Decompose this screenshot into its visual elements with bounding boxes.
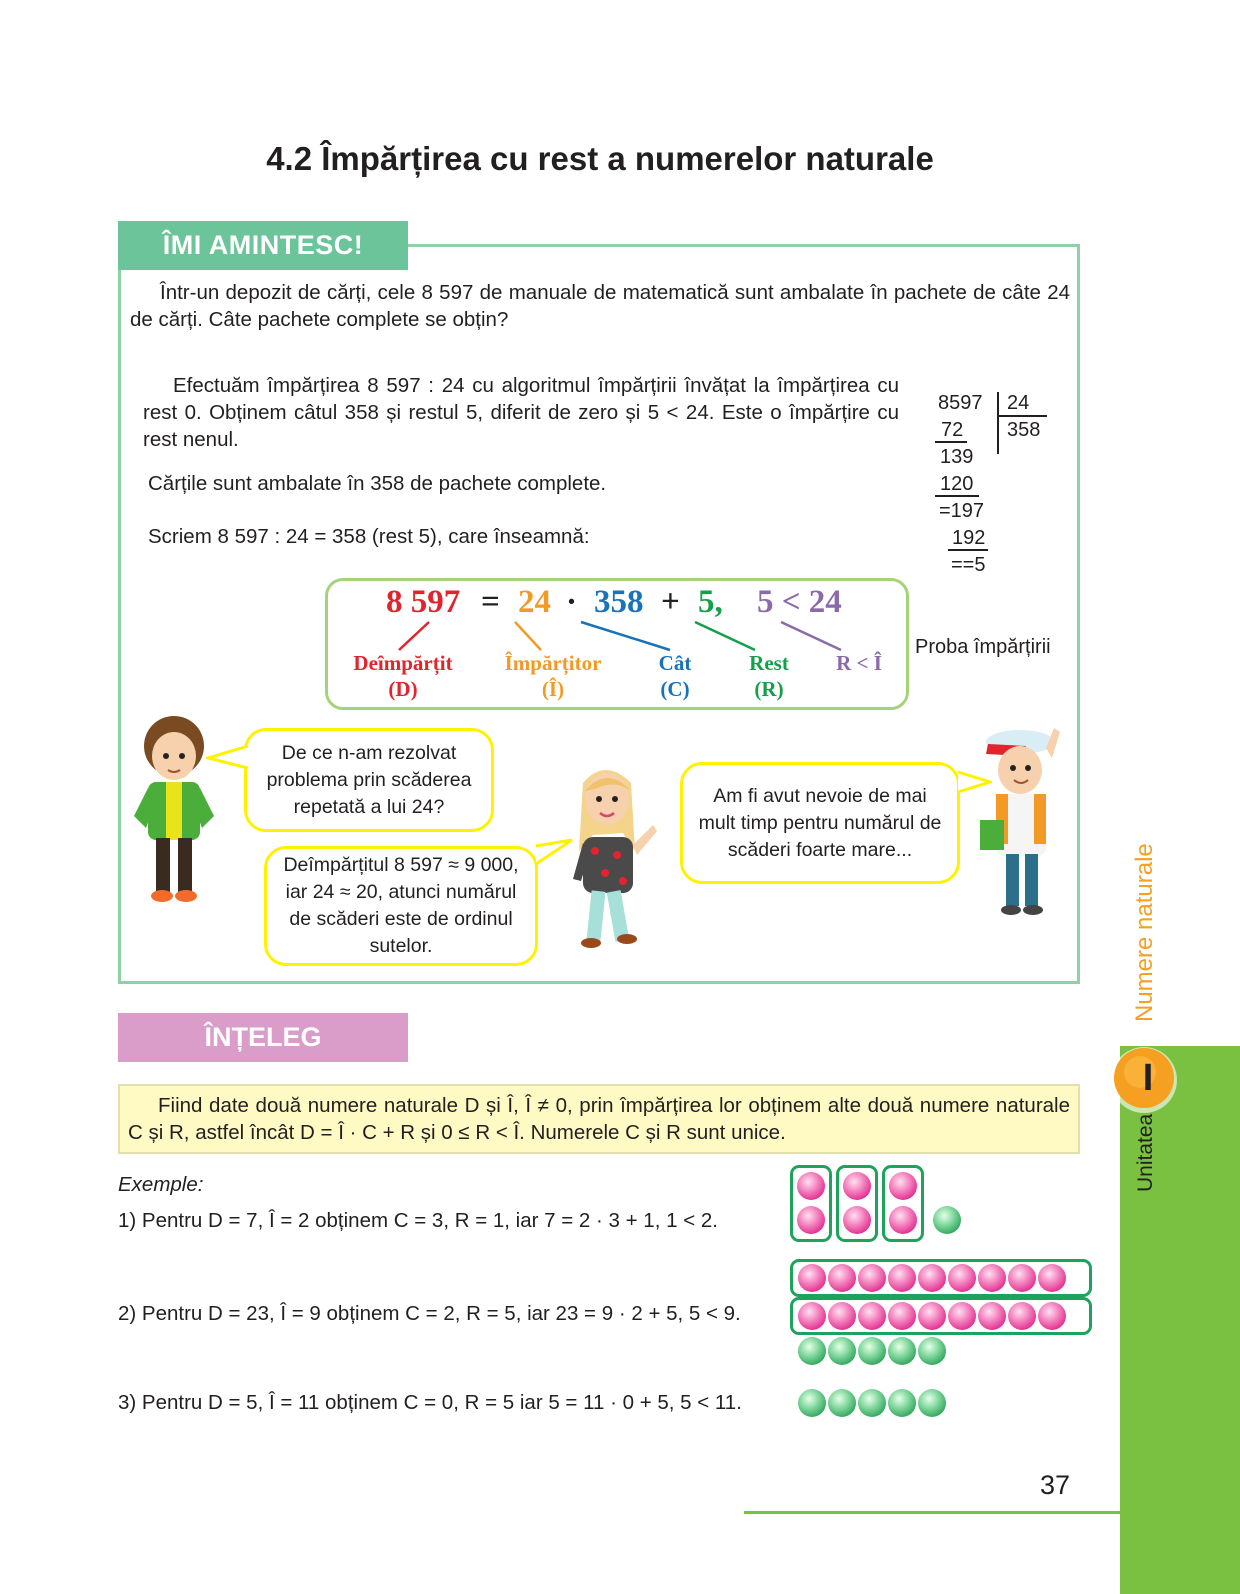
division-step-1: 72 — [941, 419, 964, 441]
division-underline-3 — [948, 549, 988, 551]
division-dividend: 8597 — [938, 392, 983, 414]
speech-bubble-estimate: Deîmpărțitul 8 597 ≈ 9 000, iar 24 ≈ 20, atunci numărul de scăderi este de ordinul sutelor. — [264, 846, 538, 966]
division-step-3: 120 — [940, 473, 974, 495]
pink-ball — [948, 1302, 976, 1330]
example-1: 1) Pentru D = 7, Î = 2 obținem C = 3, R = 1, iar 7 = 2 · 3 + 1, 1 < 2. — [118, 1209, 718, 1232]
pink-ball — [843, 1172, 871, 1200]
page-footer-line — [744, 1511, 1120, 1514]
pink-ball — [843, 1206, 871, 1234]
division-underline-2 — [935, 495, 979, 497]
bubble-tail-1 — [206, 744, 248, 772]
pink-ball — [1008, 1264, 1036, 1292]
check-label: Proba împărțirii — [915, 636, 1051, 658]
definition-box: Fiind date două numere naturale D și Î, Î ≠ 0, prin împărțirea lor obținem alte două numere naturale C și R, astfel încât D = Î · C + R și 0 ≤ R < Î. Numerele C și R sunt unice. — [118, 1084, 1080, 1154]
example-3: 3) Pentru D = 5, Î = 11 obținem C = 0, R = 5 iar 5 = 11 · 0 + 5, 5 < 11. — [118, 1391, 742, 1414]
write-text: Scriem 8 597 : 24 = 358 (rest 5), care înseamnă: — [148, 525, 590, 548]
pink-ball — [918, 1302, 946, 1330]
formula-rest: 5, — [698, 584, 723, 620]
pink-ball — [798, 1302, 826, 1330]
green-ball — [858, 1389, 886, 1417]
division-divisor: 24 — [1007, 392, 1030, 414]
pink-ball — [798, 1264, 826, 1292]
page-title: 4.2 Împărțirea cu rest a numerelor naturale — [266, 140, 934, 177]
examples-heading: Exemple: — [118, 1173, 204, 1196]
label-rest-less-divisor: R < Î — [836, 651, 882, 675]
label-quotient: Cât (C) — [658, 651, 692, 701]
unit-number: I — [1142, 1057, 1154, 1099]
division-vertical-bar — [997, 392, 999, 454]
division-underline-1 — [935, 441, 967, 443]
green-ball — [798, 1389, 826, 1417]
pink-ball — [888, 1302, 916, 1330]
girl-character-illustration — [565, 763, 661, 953]
speech-bubble-question: De ce n-am rezolvat problema prin scăderea repetată a lui 24? — [244, 728, 494, 832]
pink-ball — [888, 1264, 916, 1292]
unit-title: Numere naturale — [1131, 843, 1158, 1022]
green-ball — [828, 1389, 856, 1417]
formula-quotient: 358 — [594, 584, 644, 620]
unit-word: Unitatea — [1134, 1113, 1157, 1192]
example-2: 2) Pentru D = 23, Î = 9 obținem C = 2, R = 5, iar 23 = 9 · 2 + 5, 5 < 9. — [118, 1302, 741, 1325]
label-rest: Rest (R) — [749, 651, 789, 701]
pink-ball — [948, 1264, 976, 1292]
pink-ball — [858, 1264, 886, 1292]
pink-ball — [797, 1206, 825, 1234]
green-ball — [918, 1337, 946, 1365]
boy-with-cap-illustration — [980, 728, 1068, 920]
division-step-5: 192 — [952, 527, 986, 549]
green-ball — [798, 1337, 826, 1365]
pink-ball — [918, 1264, 946, 1292]
remember-tab: ÎMI AMINTESC! — [118, 221, 408, 270]
pink-ball — [828, 1302, 856, 1330]
problem-text: Într-un depozit de cărți, cele 8 597 de manuale de matematică sunt ambalate în pachete de câte 24 de cărți. Câte pachete complete se obțin? — [130, 281, 1070, 331]
green-ball — [933, 1206, 961, 1234]
division-step-2: 139 — [940, 446, 974, 468]
pink-ball — [978, 1302, 1006, 1330]
pink-ball — [797, 1172, 825, 1200]
answer-text: Cărțile sunt ambalate în 358 de pachete complete. — [148, 472, 607, 495]
green-ball — [888, 1389, 916, 1417]
pink-ball — [978, 1264, 1006, 1292]
formula-equals: = — [481, 584, 500, 620]
green-ball — [828, 1337, 856, 1365]
pink-ball — [1038, 1264, 1066, 1292]
pink-ball — [889, 1172, 917, 1200]
pink-ball — [1038, 1302, 1066, 1330]
pink-ball — [889, 1206, 917, 1234]
division-quotient-bar — [997, 415, 1047, 417]
pink-ball — [828, 1264, 856, 1292]
speech-bubble-time: Am fi avut nevoie de mai mult timp pentru numărul de scăderi foarte mare... — [680, 762, 960, 884]
formula-inequality: 5 < 24 — [757, 584, 842, 620]
understand-tab: ÎNȚELEG — [118, 1013, 408, 1062]
green-ball — [888, 1337, 916, 1365]
label-divisor: Împărțitor (Î) — [504, 651, 602, 701]
page-number: 37 — [1040, 1470, 1071, 1500]
formula-dividend: 8 597 — [386, 584, 461, 620]
formula-plus: + — [661, 584, 680, 620]
division-step-4: =197 — [939, 500, 985, 522]
formula-divisor: 24 — [518, 584, 551, 620]
formula-dot: · — [566, 584, 578, 620]
label-dividend: Deîmpărțit (D) — [353, 651, 453, 701]
pink-ball — [858, 1302, 886, 1330]
green-ball — [858, 1337, 886, 1365]
green-ball — [918, 1389, 946, 1417]
division-step-6: ==5 — [951, 554, 986, 576]
division-quotient: 358 — [1007, 419, 1041, 441]
explanation-text: Efectuăm împărțirea 8 597 : 24 cu algoritmul împărțirii învățat la împărțirea cu rest 0. Obținem câtul 358 și restul 5, diferit de zero și 5 < 24. Este o împărțire cu rest nenul. — [143, 374, 899, 451]
pink-ball — [1008, 1302, 1036, 1330]
